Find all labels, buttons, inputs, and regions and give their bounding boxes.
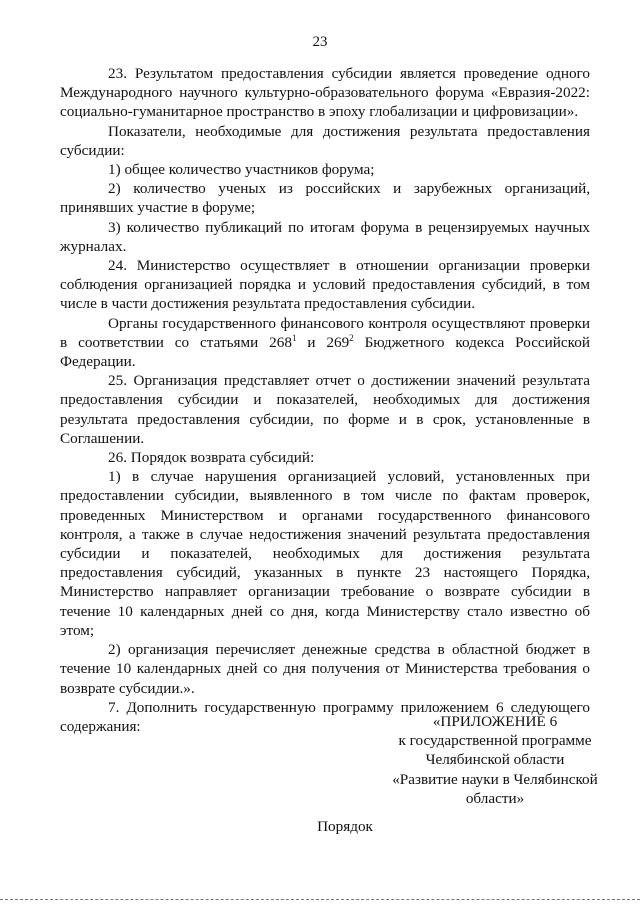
- page-number: 23: [312, 34, 328, 50]
- appendix-subtitle-line3: «Развитие науки в Челябинской: [392, 770, 598, 788]
- appendix-subtitle-line4: области»: [465, 789, 525, 807]
- control-text-middle: и 269: [296, 333, 350, 351]
- appendix-subtitle-line1: к государственной программе: [398, 732, 592, 750]
- list-item-return-transfer: 2) организация перечисляет денежные средства в областной бюджет в течение 10 календарных дней со дня получения от Министерства требования о возврате субсидии.».: [60, 641, 590, 697]
- paragraph-24: 24. Министерство осуществляет в отношении организации проверки соблюдения организацией порядка и условий предоставления субсидий, в том числе в части достижения результата предоставления субсидии.: [60, 257, 590, 313]
- paragraph-7-supplement: 7. Дополнить государственную программу приложением 6 следующего содержания:: [60, 698, 590, 735]
- paragraph-control-bodies: [60, 314, 590, 372]
- list-item-scientists: 2) количество ученых из российских и зарубежных организаций, принявших участие в форуме;: [60, 180, 590, 217]
- paragraph-indicators: Показатели, необходимые для достижения результата предоставления субсидии:: [60, 122, 590, 159]
- document-body: [60, 64, 590, 736]
- article-269-superscript: 2: [349, 332, 354, 343]
- list-item-publications: 3) количество публикаций по итогам форума в рецензируемых научных журналах.: [60, 218, 590, 255]
- paragraph-26: 26. Порядок возврата субсидий:: [108, 449, 315, 467]
- paragraph-25: 25. Организация представляет отчет о достижении значений результата предоставления субсидии и показателей, необходимых для достижения результата предоставления субсидии, по форме и в срок, установленные в Соглашении.: [60, 372, 590, 447]
- article-268-superscript: 1: [291, 332, 297, 343]
- paragraph-23: 23. Результатом предоставления субсидии является проведение одного Международного научного культурно-образовательного форума «Евразия-2022: социально-гуманитарное пространство в эпоху глобализации и цифровизации».: [60, 65, 590, 121]
- appendix-subtitle-line2: Челябинской области: [425, 751, 565, 769]
- footer-divider: [0, 899, 640, 900]
- list-item-return-demand: 1) в случае нарушения организацией условий, установленных при предоставлении субсидии, выявленного в том числе по фактам проверок, проведенных Министерством и органами государственного финансового контроля, а также в случае недостижения значений результата предоставления субсидии и показателей, необходимых для достижения результата предоставления субсидий, указанных в пункте 23 настоящего Порядка, Министерство направляет организации требование о возврате субсидии в течение 10 календарных дней со дня, когда Министерству стало известно об этом;: [60, 468, 590, 639]
- appendix-title: «ПРИЛОЖЕНИЕ 6: [432, 713, 558, 730]
- control-text-before: Органы государственного финансового контроля осуществляют проверки в соответствии со статьями 268: [60, 314, 590, 351]
- appendix-header: [390, 712, 600, 808]
- list-item-participants: 1) общее количество участников форума;: [108, 161, 375, 179]
- control-text-after: Бюджетного кодекса Российской Федерации.: [60, 333, 590, 371]
- section-title: Порядок: [317, 818, 373, 835]
